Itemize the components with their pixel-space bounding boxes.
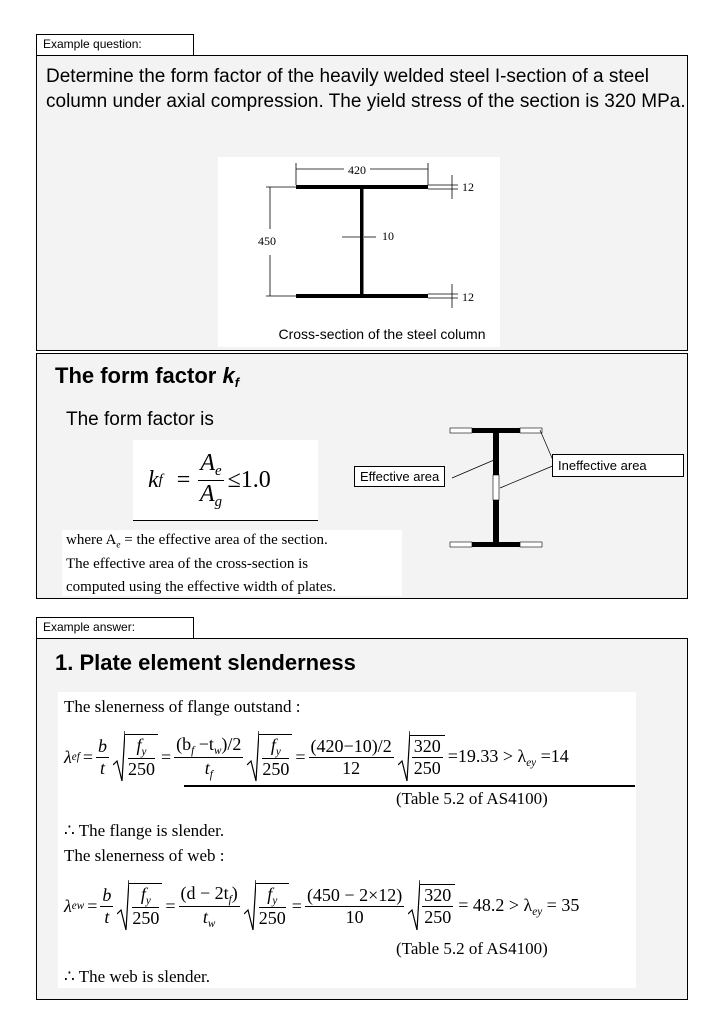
question-tab-text: Example question: xyxy=(43,37,142,51)
web-frac1-num: (d − 2t xyxy=(180,882,229,903)
web-equation: λ ew = $\frac{b}{t}$ $\frac{f_y}{250}$ = $\frac{(d - 2t_f)}{t_w}$ $\frac{f_y}{250}$ = $\frac{(450 - 2\times 12)}{10}$ $\frac{320}{250}$ = $48.2 > \lambda_{ey} = 35$ xyxy=(64,876,579,936)
where-line xyxy=(66,532,328,550)
web-eq-1: = xyxy=(87,895,98,916)
formula-fraction xyxy=(198,450,223,511)
question-text: Determine the form factor of the heavily welded steel I-section of a steel column under axial compression. The yield stress of the section is 320 MPa. xyxy=(46,66,686,112)
web-frac2 xyxy=(305,885,404,928)
web-sqrt-320 xyxy=(408,880,455,932)
web-frac1-den: t xyxy=(202,906,208,927)
flange-eq-1: = xyxy=(82,746,94,767)
answer-title: 1. Plate element slenderness xyxy=(55,650,356,675)
flange-eq-2: = xyxy=(161,746,172,767)
web-t: t xyxy=(104,906,110,927)
i-section-drawing xyxy=(218,157,500,347)
effective-area-label: Effective area xyxy=(354,466,445,487)
flange-sqrt-fy-2 xyxy=(247,731,292,783)
flange-sqrt-320 xyxy=(398,731,445,783)
web-frac2-den: 10 xyxy=(345,906,364,927)
flange-frac1-num-mid: −t xyxy=(194,733,214,754)
web-result-text: = 48.2 > λ xyxy=(458,894,533,915)
flange-frac1-den: t xyxy=(204,757,210,778)
web-250: 250 xyxy=(132,907,160,928)
flange-frac2-num: (420−10)/2 xyxy=(310,735,392,756)
dim-top-flange-label: 12 xyxy=(462,180,474,194)
web-eq-3: = xyxy=(291,895,302,916)
figure-caption: Cross-section of the steel column xyxy=(278,326,486,342)
flange-sqrt-den: 250 xyxy=(413,758,441,778)
flange-result-text: =19.33 > λ xyxy=(447,745,527,766)
flange-frac1-num: (b xyxy=(176,733,192,754)
web-intro: The slenerness of web : xyxy=(64,846,225,865)
flange-result-end: =14 xyxy=(536,745,569,766)
effective-note-line1: The effective area of the cross-section is xyxy=(66,556,309,572)
web-sqrt-fy-2 xyxy=(244,880,289,932)
formula-den: A xyxy=(199,481,215,508)
form-factor-intro: The form factor is xyxy=(66,409,214,430)
web-fy-2: f xyxy=(267,884,273,905)
web-eq-2: = xyxy=(165,895,176,916)
flange-result-sub: ey xyxy=(526,756,537,769)
flange-equation: λ ef = $\frac{b}{t}$ $\frac{f_y}{250}$ = $\frac{(b_f -t_w)/2}{t_f}$ $\frac{f_y}{250}$ = $\frac{(420-10)/2}{12}$ $\frac{320}{250}$ $=19.33 > \lambda_{ey} =14$ xyxy=(64,727,569,787)
where-line-sub: e xyxy=(116,540,121,551)
effective-note-line2: computed using the effective width of plates. xyxy=(66,579,337,595)
flange-250-2: 250 xyxy=(262,758,290,779)
formula-rhs: ≤1.0 xyxy=(227,467,271,494)
web-frac2-num: (450 − 2×12) xyxy=(306,884,403,905)
web-sqrt-fy xyxy=(117,880,162,932)
dim-bottom-flange-label: 12 xyxy=(462,290,474,304)
effective-area-drawing xyxy=(430,420,660,555)
web-250-2: 250 xyxy=(258,907,286,928)
flange-fy-sub: y xyxy=(141,745,147,758)
form-factor-formula xyxy=(148,450,271,511)
dim-width-label: 420 xyxy=(344,163,370,178)
flange-sqrt-fy xyxy=(113,731,158,783)
ineffective-area-label: Ineffective area xyxy=(552,454,684,477)
flange-frac1-den-sub: f xyxy=(209,768,213,781)
flange-b-over-t xyxy=(96,736,109,779)
form-factor-title-text: The form factor xyxy=(55,363,223,388)
flange-table-ref: (Table 5.2 of AS4100) xyxy=(396,789,548,808)
dim-web-label: 10 xyxy=(382,229,394,243)
flange-frac2-den: 12 xyxy=(342,757,361,778)
web-frac1-den-sub: w xyxy=(207,917,216,930)
flange-b: b xyxy=(98,735,108,756)
flange-sqrt-num: 320 xyxy=(413,736,441,756)
formula-num-sub: e xyxy=(215,463,222,480)
formula-lhs-sub: f xyxy=(158,472,163,489)
flange-frac1 xyxy=(174,734,243,781)
web-result-sub: ey xyxy=(532,905,543,918)
formula-equals: = xyxy=(176,467,191,494)
flange-conclusion: ∴ The flange is slender. xyxy=(64,821,225,840)
web-b: b xyxy=(102,884,112,905)
flange-t: t xyxy=(100,757,106,778)
web-frac1-num-end: ) xyxy=(231,882,238,903)
web-result-end: = 35 xyxy=(542,894,580,915)
answer-tab-label xyxy=(36,617,194,639)
where-line-rest: = the effective area of the section. xyxy=(120,532,328,548)
flange-result xyxy=(448,746,569,769)
web-frac1 xyxy=(179,883,240,930)
flange-intro: The slenerness of flange outstand : xyxy=(64,697,301,716)
web-sqrt-den: 250 xyxy=(424,907,452,927)
formula-den-sub: g xyxy=(214,494,223,511)
formula-lhs: k xyxy=(148,467,159,494)
flange-lambda: λ xyxy=(64,746,72,767)
formula-num: A xyxy=(200,450,216,476)
web-lambda: λ xyxy=(64,895,72,916)
web-b-over-t xyxy=(100,885,113,928)
flange-frac1-num-end: )/2 xyxy=(221,733,242,754)
flange-frac1-num-sub: f xyxy=(191,744,195,757)
web-result xyxy=(458,895,579,918)
web-fy-sub-2: y xyxy=(272,894,278,907)
question-tab-label xyxy=(36,34,194,56)
web-frac1-num-sub: f xyxy=(228,893,232,906)
flange-fy-sub-2: y xyxy=(275,745,281,758)
web-table-ref: (Table 5.2 of AS4100) xyxy=(396,939,548,958)
flange-eq-3: = xyxy=(295,746,306,767)
web-fy: f xyxy=(140,884,146,905)
form-factor-title-sub: f xyxy=(234,375,240,390)
web-conclusion: ∴ The web is slender. xyxy=(64,967,211,986)
web-sqrt-num: 320 xyxy=(424,885,452,905)
dim-height-label: 450 xyxy=(258,234,276,248)
flange-frac1-num-sub2: w xyxy=(213,744,222,757)
flange-fy: f xyxy=(136,735,142,756)
form-factor-title-symbol: k xyxy=(222,363,235,388)
flange-fy-2: f xyxy=(270,735,276,756)
where-line-prefix: where A xyxy=(66,532,117,548)
flange-250: 250 xyxy=(128,758,156,779)
form-factor-title xyxy=(55,363,239,390)
flange-underline xyxy=(184,785,635,787)
web-fy-sub: y xyxy=(145,894,151,907)
answer-tab-text: Example answer: xyxy=(43,620,136,634)
flange-frac2 xyxy=(309,736,394,779)
